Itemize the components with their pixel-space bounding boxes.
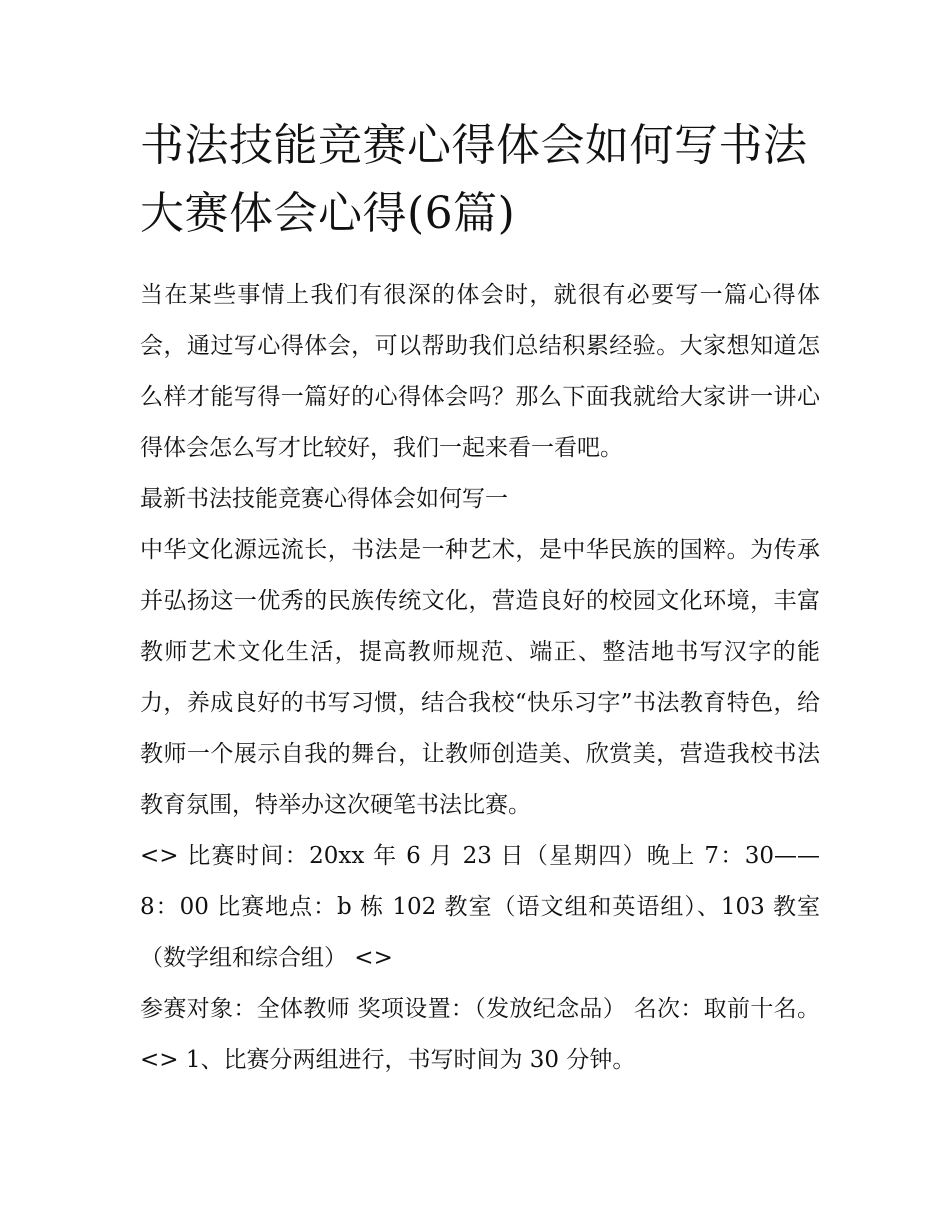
body-paragraph: 中华文化源远流长，书法是一种艺术，是中华民族的国粹。为传承并弘扬这一优秀的民族传统文化，营造良好的校园文化环境，丰富教师艺术文化生活，提高教师规范、端正、整洁地书写汉字的能力，养成良好的书写习惯，结合我校“快乐习字”书法教育特色，给教师一个展示自我的舞台，让教师创造美、欣赏美，营造我校书法教育氛围，特举办这次硬笔书法比赛。 — [140, 537, 820, 818]
intro-paragraph: 当在某些事情上我们有很深的体会时，就很有必要写一篇心得体会，通过写心得体会，可以帮助我们总结积累经验。大家想知道怎么样才能写得一篇好的心得体会吗？那么下面我就给大家讲一讲心得体会怎么写才比较好，我们一起来看一看吧。 — [140, 282, 820, 461]
section-heading: 最新书法技能竞赛心得体会如何写一 — [140, 486, 508, 512]
participants-paragraph: 参赛对象：全体教师 奖项设置：（发放纪念品） 名次：取前十名。 <> 1、比赛分两组进行，书写时间为 30 分钟。 — [140, 996, 820, 1073]
document-title: 书法技能竞赛心得体会如何写书法大赛体会心得(6篇) — [140, 120, 808, 239]
document-body — [140, 112, 820, 1086]
event-details-paragraph: <> 比赛时间：20xx 年 6 月 23 日（星期四）晚上 7：30——8：00 比赛地点：b 栋 102 教室（语文组和英语组）、103 教室（数学组和综合组） <> — [140, 843, 820, 971]
